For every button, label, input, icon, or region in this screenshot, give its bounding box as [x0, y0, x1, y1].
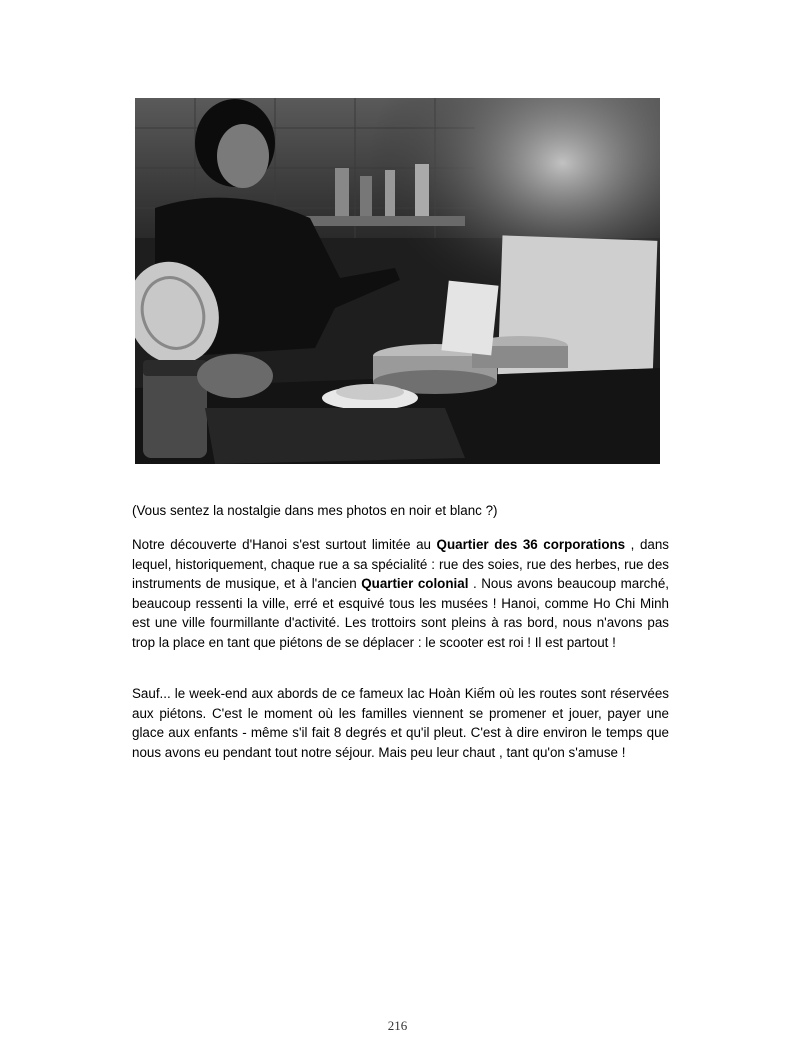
- paragraph-2: Sauf... le week-end aux abords de ce fameux lac Hoàn Kiếm où les routes sont réservées aux piétons. C'est le moment où les familles viennent se promener et jouer, payer une glace aux enfants - même s'il fait 8 degrés et qu'il pleut. C'est à dire environ le temps que nous avons eu pendant tout notre séjour. Mais peu leur chaut , tant qu'on s'amuse !: [132, 686, 669, 760]
- page-number: 216: [387, 1018, 408, 1033]
- paragraph-1-text-c: . Nous avons beaucoup marché, beaucoup ressenti la ville, erré et esquivé tous les musées ! Hanoi, comme Ho Chi Minh est une ville fourmillante d'activité. Les trottoirs sont pleins à ras bord, nous n'avons pas trop la place en tant que piétons de se déplacer : le scooter est roi ! Il est partout !: [132, 576, 669, 650]
- paragraph-1: [132, 535, 669, 653]
- quartier-36-corporations-bold: Quartier des 36 corporations: [436, 537, 626, 552]
- street-food-photo: [135, 98, 660, 464]
- paragraph-1-text-b: , dans lequel, historiquement, chaque rue a sa spécialité : rue des soies, rue des herbes, rue des instruments de musique, et à l'ancien: [132, 537, 670, 592]
- quartier-colonial-bold: Quartier colonial: [361, 576, 469, 592]
- photo-caption: (Vous sentez la nostalgie dans mes photos en noir et blanc ?): [132, 503, 498, 518]
- paragraph-1-text-a: Notre découverte d'Hanoi s'est surtout limitée au: [132, 537, 437, 552]
- photo-illustration: [135, 98, 660, 464]
